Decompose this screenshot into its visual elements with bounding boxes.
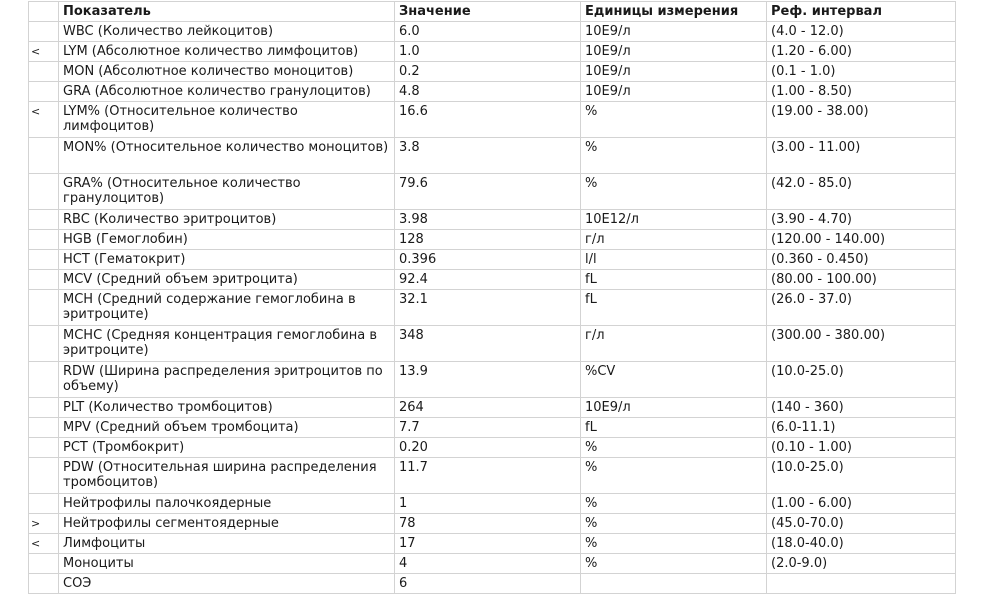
result-value: 1 bbox=[395, 494, 581, 514]
flag-indicator bbox=[29, 362, 59, 398]
reference-range: (0.1 - 1.0) bbox=[767, 62, 956, 82]
reference-range: (18.0-40.0) bbox=[767, 534, 956, 554]
table-row bbox=[29, 138, 956, 174]
flag-indicator bbox=[29, 250, 59, 270]
table-row bbox=[29, 438, 956, 458]
parameter-name: Моноциты bbox=[59, 554, 395, 574]
parameter-name: HCT (Гематокрит) bbox=[59, 250, 395, 270]
reference-range: (1.00 - 6.00) bbox=[767, 494, 956, 514]
unit-of-measure: fL bbox=[581, 290, 767, 326]
flag-indicator bbox=[29, 62, 59, 82]
flag-indicator bbox=[29, 174, 59, 210]
header-reference-range: Реф. интервал bbox=[767, 2, 956, 22]
header-parameter: Показатель bbox=[59, 2, 395, 22]
table-row bbox=[29, 22, 956, 42]
parameter-name: MON% (Относительное количество моноцитов) bbox=[59, 138, 395, 174]
reference-range: (0.360 - 0.450) bbox=[767, 250, 956, 270]
flag-indicator bbox=[29, 494, 59, 514]
flag-indicator: < bbox=[29, 42, 59, 62]
reference-range: (10.0-25.0) bbox=[767, 458, 956, 494]
reference-range: (3.00 - 11.00) bbox=[767, 138, 956, 174]
unit-of-measure bbox=[581, 574, 767, 594]
flag-indicator bbox=[29, 230, 59, 250]
flag-indicator bbox=[29, 22, 59, 42]
results-table bbox=[28, 1, 956, 594]
table-row bbox=[29, 210, 956, 230]
unit-of-measure: % bbox=[581, 138, 767, 174]
unit-of-measure: % bbox=[581, 494, 767, 514]
table-row bbox=[29, 362, 956, 398]
unit-of-measure: l/l bbox=[581, 250, 767, 270]
table-row bbox=[29, 270, 956, 290]
result-value: 0.2 bbox=[395, 62, 581, 82]
table-row bbox=[29, 418, 956, 438]
results-body bbox=[29, 22, 956, 594]
flag-indicator bbox=[29, 574, 59, 594]
unit-of-measure: 10E9/л bbox=[581, 42, 767, 62]
table-row bbox=[29, 554, 956, 574]
parameter-name: MPV (Средний объем тромбоцита) bbox=[59, 418, 395, 438]
reference-range: (3.90 - 4.70) bbox=[767, 210, 956, 230]
flag-indicator bbox=[29, 326, 59, 362]
result-value: 264 bbox=[395, 398, 581, 418]
result-value: 4 bbox=[395, 554, 581, 574]
flag-indicator bbox=[29, 82, 59, 102]
result-value: 16.6 bbox=[395, 102, 581, 138]
result-value: 17 bbox=[395, 534, 581, 554]
header-unit: Единицы измерения bbox=[581, 2, 767, 22]
table-row bbox=[29, 42, 956, 62]
reference-range: (19.00 - 38.00) bbox=[767, 102, 956, 138]
result-value: 92.4 bbox=[395, 270, 581, 290]
parameter-name: Лимфоциты bbox=[59, 534, 395, 554]
unit-of-measure: % bbox=[581, 174, 767, 210]
flag-indicator bbox=[29, 398, 59, 418]
table-row bbox=[29, 534, 956, 554]
result-value: 348 bbox=[395, 326, 581, 362]
parameter-name: PDW (Относительная ширина распределения тромбоцитов) bbox=[59, 458, 395, 494]
flag-indicator bbox=[29, 418, 59, 438]
reference-range: (120.00 - 140.00) bbox=[767, 230, 956, 250]
reference-range: (1.00 - 8.50) bbox=[767, 82, 956, 102]
reference-range: (6.0-11.1) bbox=[767, 418, 956, 438]
reference-range bbox=[767, 574, 956, 594]
table-row bbox=[29, 102, 956, 138]
parameter-name: PLT (Количество тромбоцитов) bbox=[59, 398, 395, 418]
unit-of-measure: fL bbox=[581, 418, 767, 438]
result-value: 0.396 bbox=[395, 250, 581, 270]
result-value: 79.6 bbox=[395, 174, 581, 210]
table-row bbox=[29, 174, 956, 210]
result-value: 4.8 bbox=[395, 82, 581, 102]
unit-of-measure: 10E9/л bbox=[581, 398, 767, 418]
parameter-name: СОЭ bbox=[59, 574, 395, 594]
unit-of-measure: г/л bbox=[581, 326, 767, 362]
unit-of-measure: % bbox=[581, 438, 767, 458]
reference-range: (45.0-70.0) bbox=[767, 514, 956, 534]
result-value: 11.7 bbox=[395, 458, 581, 494]
flag-indicator: < bbox=[29, 534, 59, 554]
table-row bbox=[29, 574, 956, 594]
unit-of-measure: fL bbox=[581, 270, 767, 290]
reference-range: (1.20 - 6.00) bbox=[767, 42, 956, 62]
header-value: Значение bbox=[395, 2, 581, 22]
unit-of-measure: 10E12/л bbox=[581, 210, 767, 230]
parameter-name: GRA% (Относительное количество гранулоцитов) bbox=[59, 174, 395, 210]
table-row bbox=[29, 514, 956, 534]
table-row bbox=[29, 326, 956, 362]
unit-of-measure: г/л bbox=[581, 230, 767, 250]
unit-of-measure: 10E9/л bbox=[581, 62, 767, 82]
header-flag bbox=[29, 2, 59, 22]
flag-indicator bbox=[29, 458, 59, 494]
table-row bbox=[29, 250, 956, 270]
parameter-name: GRA (Абсолютное количество гранулоцитов) bbox=[59, 82, 395, 102]
parameter-name: HGB (Гемоглобин) bbox=[59, 230, 395, 250]
table-row bbox=[29, 398, 956, 418]
result-value: 6.0 bbox=[395, 22, 581, 42]
parameter-name: PCT (Тромбокрит) bbox=[59, 438, 395, 458]
unit-of-measure: % bbox=[581, 534, 767, 554]
result-value: 1.0 bbox=[395, 42, 581, 62]
unit-of-measure: % bbox=[581, 458, 767, 494]
reference-range: (80.00 - 100.00) bbox=[767, 270, 956, 290]
parameter-name: RBC (Количество эритроцитов) bbox=[59, 210, 395, 230]
parameter-name: LYM% (Относительное количество лимфоцитов) bbox=[59, 102, 395, 138]
reference-range: (0.10 - 1.00) bbox=[767, 438, 956, 458]
unit-of-measure: % bbox=[581, 102, 767, 138]
reference-range: (140 - 360) bbox=[767, 398, 956, 418]
result-value: 3.8 bbox=[395, 138, 581, 174]
parameter-name: LYM (Абсолютное количество лимфоцитов) bbox=[59, 42, 395, 62]
reference-range: (4.0 - 12.0) bbox=[767, 22, 956, 42]
parameter-name: MCH (Средний содержание гемоглобина в эритроците) bbox=[59, 290, 395, 326]
flag-indicator bbox=[29, 210, 59, 230]
table-row bbox=[29, 458, 956, 494]
parameter-name: MON (Абсолютное количество моноцитов) bbox=[59, 62, 395, 82]
flag-indicator: < bbox=[29, 102, 59, 138]
result-value: 128 bbox=[395, 230, 581, 250]
table-row bbox=[29, 290, 956, 326]
unit-of-measure: 10E9/л bbox=[581, 82, 767, 102]
parameter-name: Нейтрофилы сегментоядерные bbox=[59, 514, 395, 534]
parameter-name: WBC (Количество лейкоцитов) bbox=[59, 22, 395, 42]
lab-results-report bbox=[28, 1, 955, 597]
result-value: 0.20 bbox=[395, 438, 581, 458]
flag-indicator bbox=[29, 554, 59, 574]
parameter-name: RDW (Ширина распределения эритроцитов по объему) bbox=[59, 362, 395, 398]
flag-indicator bbox=[29, 270, 59, 290]
reference-range: (10.0-25.0) bbox=[767, 362, 956, 398]
parameter-name: Нейтрофилы палочкоядерные bbox=[59, 494, 395, 514]
unit-of-measure: %CV bbox=[581, 362, 767, 398]
flag-indicator: > bbox=[29, 514, 59, 534]
unit-of-measure: 10E9/л bbox=[581, 22, 767, 42]
parameter-name: MCHC (Средняя концентрация гемоглобина в эритроците) bbox=[59, 326, 395, 362]
table-header-row bbox=[29, 2, 956, 22]
result-value: 3.98 bbox=[395, 210, 581, 230]
result-value: 78 bbox=[395, 514, 581, 534]
flag-indicator bbox=[29, 138, 59, 174]
result-value: 32.1 bbox=[395, 290, 581, 326]
result-value: 13.9 bbox=[395, 362, 581, 398]
parameter-name: MCV (Средний объем эритроцита) bbox=[59, 270, 395, 290]
table-row bbox=[29, 230, 956, 250]
reference-range: (300.00 - 380.00) bbox=[767, 326, 956, 362]
table-row bbox=[29, 62, 956, 82]
result-value: 6 bbox=[395, 574, 581, 594]
reference-range: (42.0 - 85.0) bbox=[767, 174, 956, 210]
table-row bbox=[29, 82, 956, 102]
unit-of-measure: % bbox=[581, 554, 767, 574]
reference-range: (26.0 - 37.0) bbox=[767, 290, 956, 326]
flag-indicator bbox=[29, 290, 59, 326]
table-row bbox=[29, 494, 956, 514]
unit-of-measure: % bbox=[581, 514, 767, 534]
reference-range: (2.0-9.0) bbox=[767, 554, 956, 574]
flag-indicator bbox=[29, 438, 59, 458]
result-value: 7.7 bbox=[395, 418, 581, 438]
